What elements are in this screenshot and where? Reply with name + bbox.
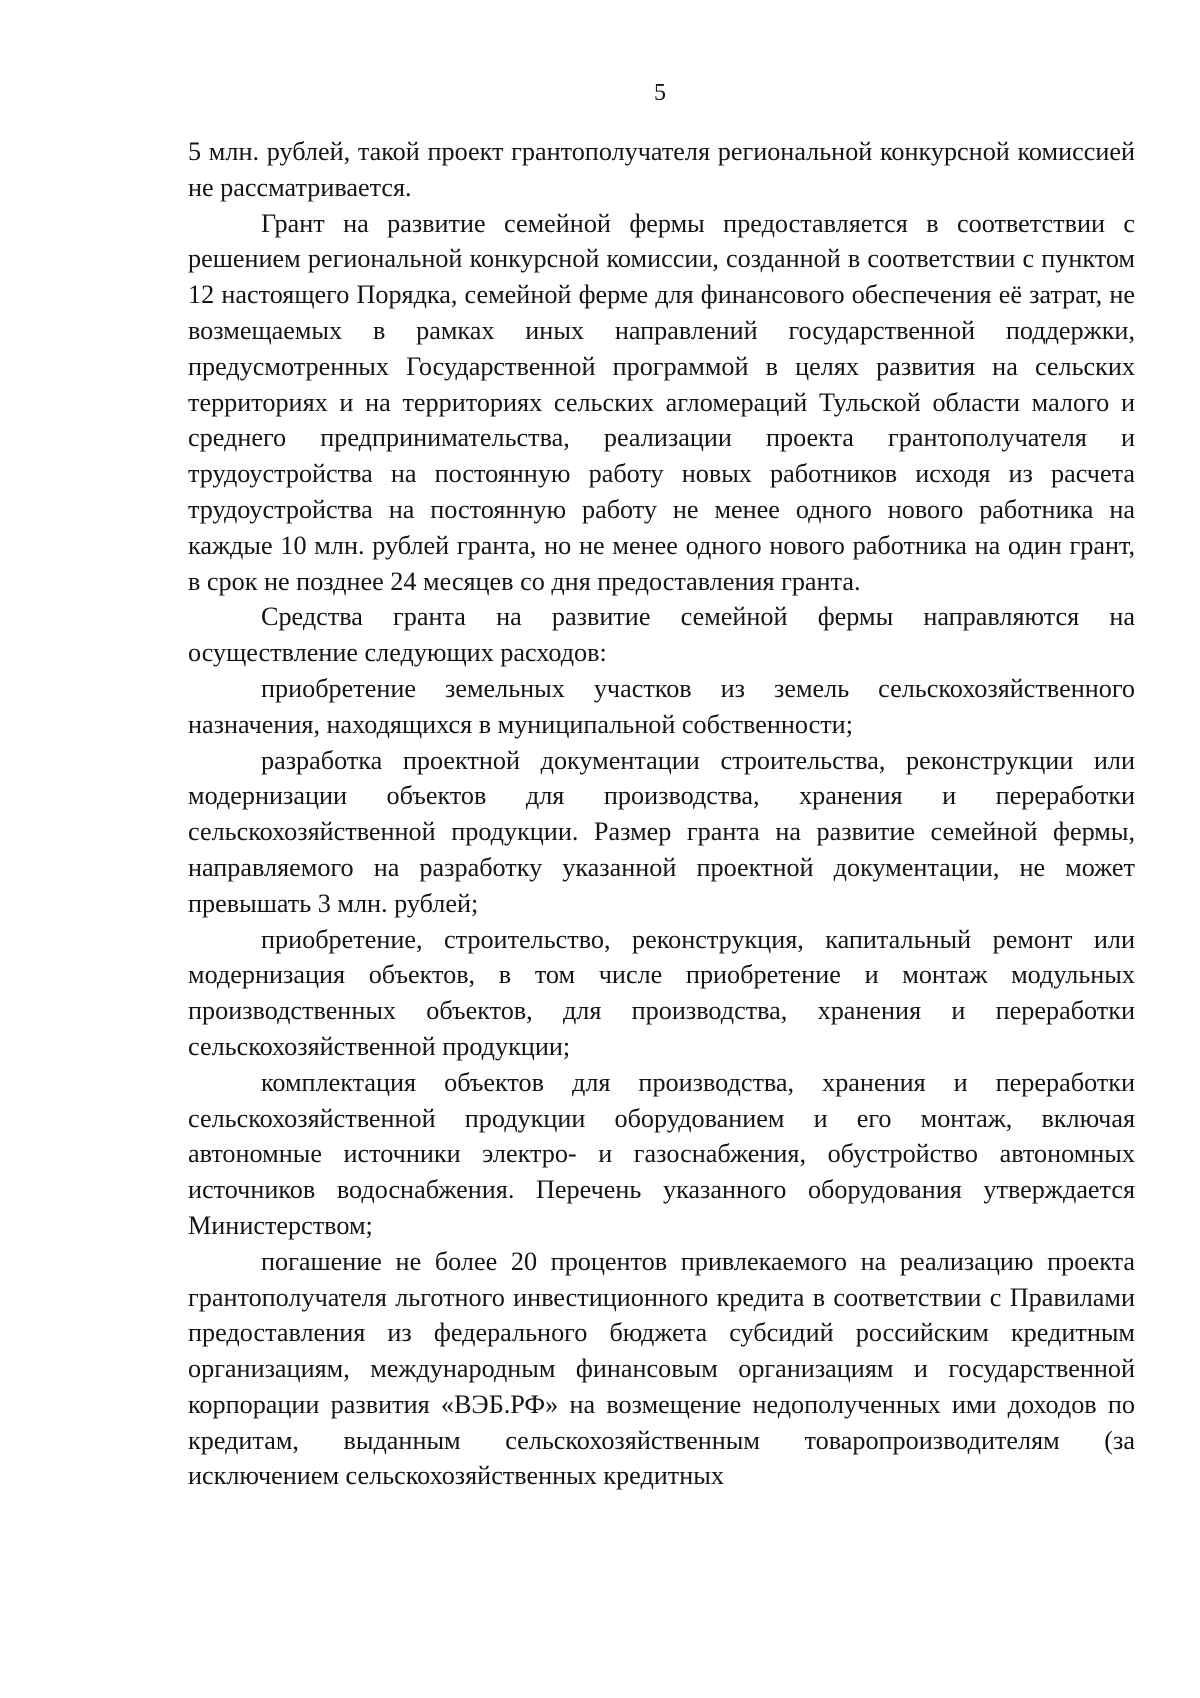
paragraph-5: разработка проектной документации строительства, реконструкции или модернизации объектов для производства, хранения и переработки сельскохозяйственной продукции. Размер гранта на развитие семейной фермы, направляемого на разработку указанной проектной документации, не может превышать 3 млн. рублей;	[188, 745, 1135, 918]
paragraph-8: погашение не более 20 процентов привлекаемого на реализацию проекта грантополучателя льготного инвестиционного кредита в соответствии с Правилами предоставления из федерального бюджета субсидий российским кредитным организациям, международным финансовым организациям и государственной корпорации развития «ВЭБ.РФ» на возмещение недополученных ими доходов по кредитам, выданным сельскохозяйственным товаропроизводителям (за исключением сельскохозяйственных кредитных	[188, 1246, 1135, 1491]
paragraph-4: приобретение земельных участков из земель сельскохозяйственного назначения, находящихся в муниципальной собственности;	[188, 673, 1135, 739]
document-body	[188, 134, 1135, 1494]
paragraph-2: Грант на развитие семейной фермы предоставляется в соответствии с решением региональной конкурсной комиссии, созданной в соответствии с пунктом 12 настоящего Порядка, семейной ферме для финансового обеспечения её затрат, не возмещаемых в рамках иных направлений государственной поддержки, предусмотренных Государственной программой в целях развития на сельских территориях и на территориях сельских агломераций Тульской области малого и среднего предпринимательства, реализации проекта грантополучателя и трудоустройства на постоянную работу новых работников исходя из расчета трудоустройства на постоянную работу не менее одного нового работника на каждые 10 млн. рублей гранта, но не менее одного нового работника на один грант, в срок не позднее 24 месяцев со дня предоставления гранта.	[188, 208, 1135, 596]
paragraph-3: Средства гранта на развитие семейной фермы направляются на осуществление следующих расходов:	[188, 602, 1135, 668]
page-number: 5	[654, 80, 666, 106]
paragraph-1: 5 млн. рублей, такой проект грантополучателя региональной конкурсной комиссией не рассматривается.	[188, 137, 1135, 202]
paragraph-6: приобретение, строительство, реконструкция, капитальный ремонт или модернизация объектов, в том числе приобретение и монтаж модульных производственных объектов, для производства, хранения и переработки сельскохозяйственной продукции;	[188, 924, 1135, 1061]
paragraph-7: комплектация объектов для производства, хранения и переработки сельскохозяйственной продукции оборудованием и его монтаж, включая автономные источники электро- и газоснабжения, обустройство автономных источников водоснабжения. Перечень указанного оборудования утверждается Министерством;	[188, 1067, 1135, 1240]
